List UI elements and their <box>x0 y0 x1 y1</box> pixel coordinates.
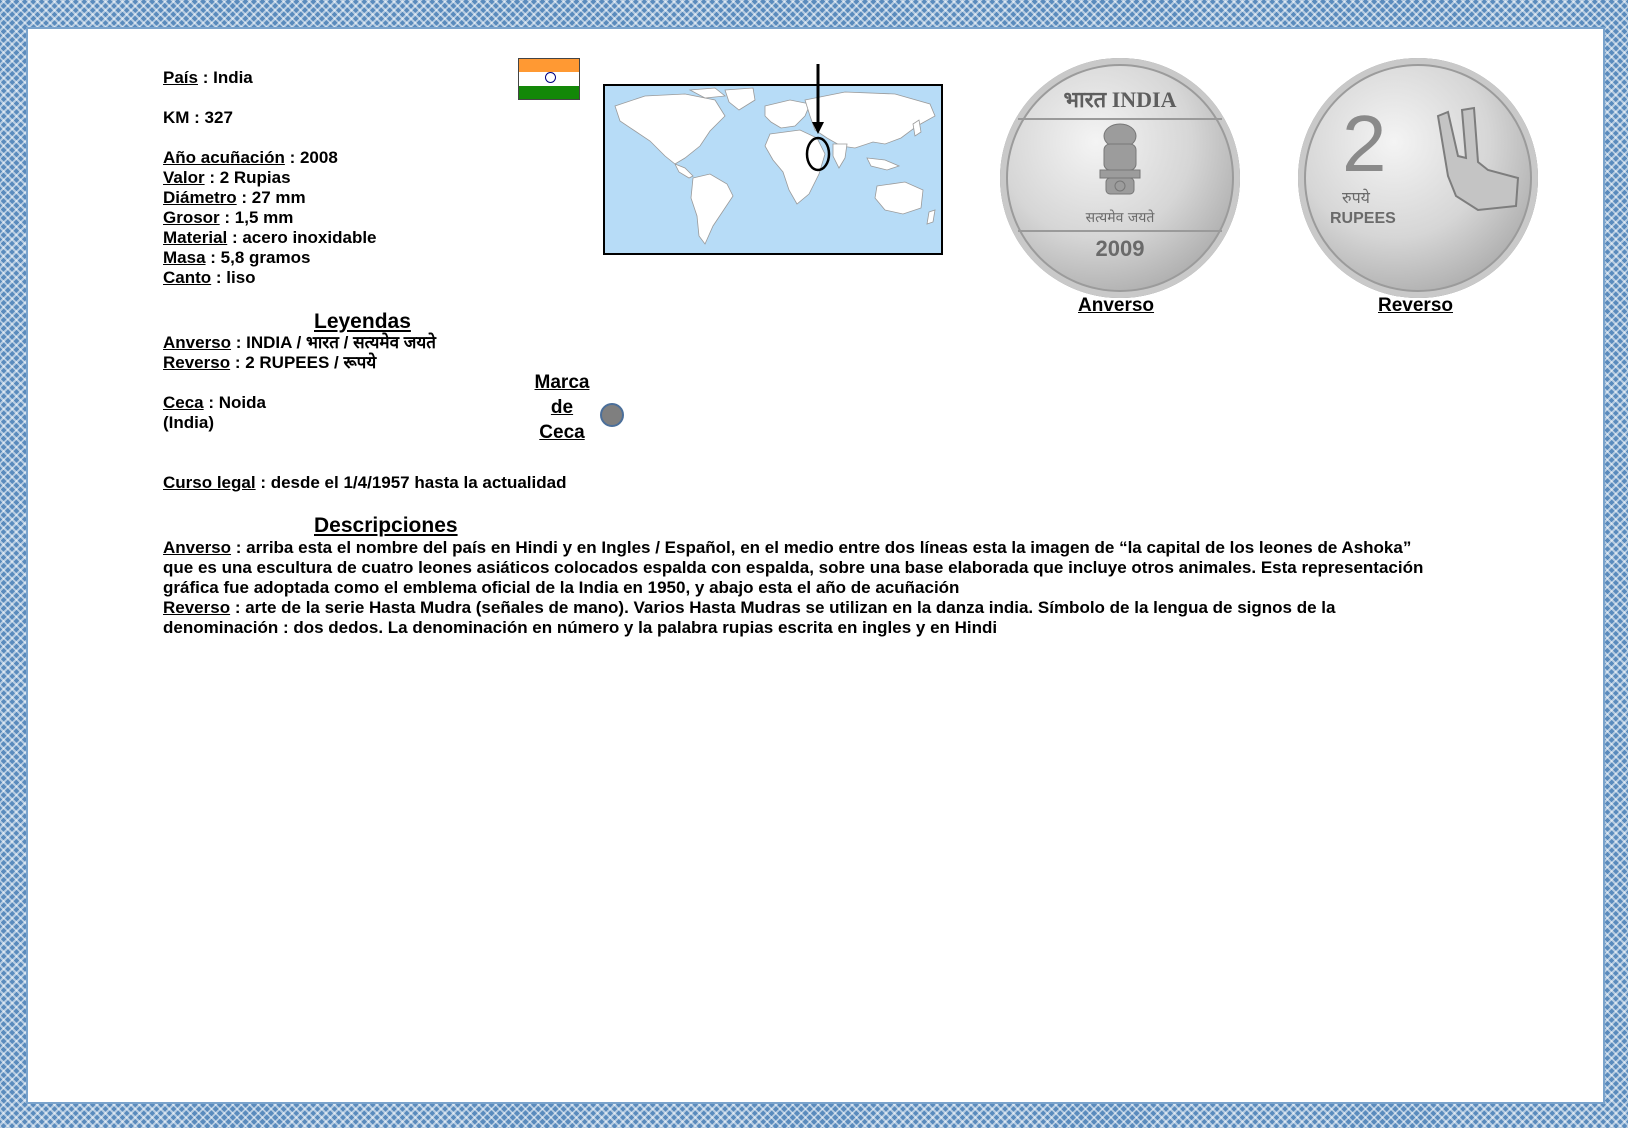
diametro-line <box>163 188 306 208</box>
material-label: Material <box>163 228 228 247</box>
ceca-value-line2: (India) <box>163 413 214 432</box>
grosor-value: : 1,5 mm <box>219 208 294 227</box>
marca-de-ceca-label <box>528 370 596 445</box>
desc-reverso-label: Reverso <box>163 598 231 617</box>
desc-anverso-line1 <box>163 538 1411 558</box>
desc-anverso-line2: que es una escultura de cuatro leones asiáticos colocados espalda con espalda, sobre una base elaborada que incluye otros animales. Esta representación <box>163 558 1424 577</box>
leyenda-reverso-line <box>163 353 376 373</box>
leyenda-anverso-label: Anverso <box>163 333 232 352</box>
leyendas-heading: Leyendas <box>314 310 411 333</box>
desc-reverso-text1: : arte de la serie Hasta Mudra (señales de mano). Varios Hasta Mudras se utilizan en la danza india. Símbolo de la lengua de signos de la <box>230 598 1336 617</box>
lion-capital-icon <box>1092 122 1148 204</box>
reverse-caption <box>1378 296 1453 316</box>
desc-reverso-line2: denominación : dos dedos. La denominación en número y la palabra rupias escrita en ingles y en Hindi <box>163 618 998 637</box>
leyenda-reverso-label: Reverso <box>163 353 231 372</box>
grosor-line <box>163 208 293 228</box>
km-line: KM : 327 <box>163 108 233 127</box>
canto-value: : liso <box>211 268 256 287</box>
anio-label: Año acuñación <box>163 148 285 167</box>
obverse-caption <box>1078 296 1154 316</box>
reverse-caption-text: Reverso <box>1378 295 1453 316</box>
world-map <box>603 84 943 255</box>
india-flag <box>518 58 580 100</box>
desc-anverso-label: Anverso <box>163 538 232 557</box>
curso-legal-line <box>163 473 566 493</box>
marca-line3: Ceca <box>539 422 585 443</box>
ceca-label: Ceca <box>163 393 204 412</box>
anio-line <box>163 148 338 168</box>
grosor-label: Grosor <box>163 208 220 227</box>
obverse-year: 2009 <box>1095 236 1145 261</box>
reverse-rupees: RUPEES <box>1330 210 1396 227</box>
coin-reverse <box>1298 58 1538 298</box>
masa-line <box>163 248 310 268</box>
obverse-lower-line <box>1018 230 1222 232</box>
mint-mark-dot <box>600 403 624 427</box>
ceca-value: : Noida <box>203 393 266 412</box>
leyenda-anverso-line <box>163 333 436 353</box>
canto-line <box>163 268 256 288</box>
pais-value: : India <box>197 68 253 87</box>
anio-value: : 2008 <box>284 148 338 167</box>
curso-legal-value: : desde el 1/4/1957 hasta la actualidad <box>255 473 567 492</box>
desc-reverso-line1 <box>163 598 1335 618</box>
coin-obverse <box>1000 58 1240 298</box>
ashoka-chakra-icon <box>545 72 556 83</box>
diametro-value: : 27 mm <box>236 188 306 207</box>
two-fingers-hand-icon <box>1418 106 1528 216</box>
india-locator <box>780 62 840 174</box>
obverse-caption-text: Anverso <box>1078 295 1155 316</box>
reverse-numeral: 2 <box>1342 99 1387 188</box>
valor-value: : 2 Rupias <box>204 168 291 187</box>
reverse-hindi: रुपये <box>1342 188 1370 207</box>
marca-line2: de <box>550 397 574 418</box>
pais-label: País <box>163 68 198 87</box>
obverse-top-text: भारत INDIA <box>1063 87 1177 112</box>
diametro-label: Diámetro <box>163 188 237 207</box>
locator-arrow-head-icon <box>812 122 824 134</box>
obverse-upper-line <box>1018 118 1222 120</box>
material-line <box>163 228 377 248</box>
masa-label: Masa <box>163 248 206 267</box>
desc-anverso-text1: : arriba esta el nombre del país en Hindi y en Ingles / Español, en el medio entre dos líneas esta la imagen de “la capital de los leones de Ashoka” <box>231 538 1412 557</box>
curso-legal-label: Curso legal <box>163 473 256 492</box>
leyenda-anverso-value: : INDIA / भारत / सत्यमेव जयते <box>231 333 436 352</box>
ceca-line <box>163 393 266 413</box>
descripciones-heading: Descripciones <box>314 514 458 537</box>
desc-anverso-line3: gráfica fue adoptada como el emblema oficial de la India en 1950, y abajo esta el año de acuñación <box>163 578 960 597</box>
leyenda-reverso-value: : 2 RUPEES / रूपये <box>230 353 377 372</box>
locator-ellipse <box>807 138 829 170</box>
masa-value: : 5,8 gramos <box>205 248 311 267</box>
material-value: : acero inoxidable <box>227 228 377 247</box>
canto-label: Canto <box>163 268 212 287</box>
valor-line <box>163 168 291 188</box>
world-map-svg <box>605 86 941 253</box>
marca-line1: Marca <box>534 372 590 393</box>
obverse-motto: सत्यमेव जयते <box>1085 210 1155 226</box>
valor-label: Valor <box>163 168 205 187</box>
pais-line <box>163 68 253 88</box>
